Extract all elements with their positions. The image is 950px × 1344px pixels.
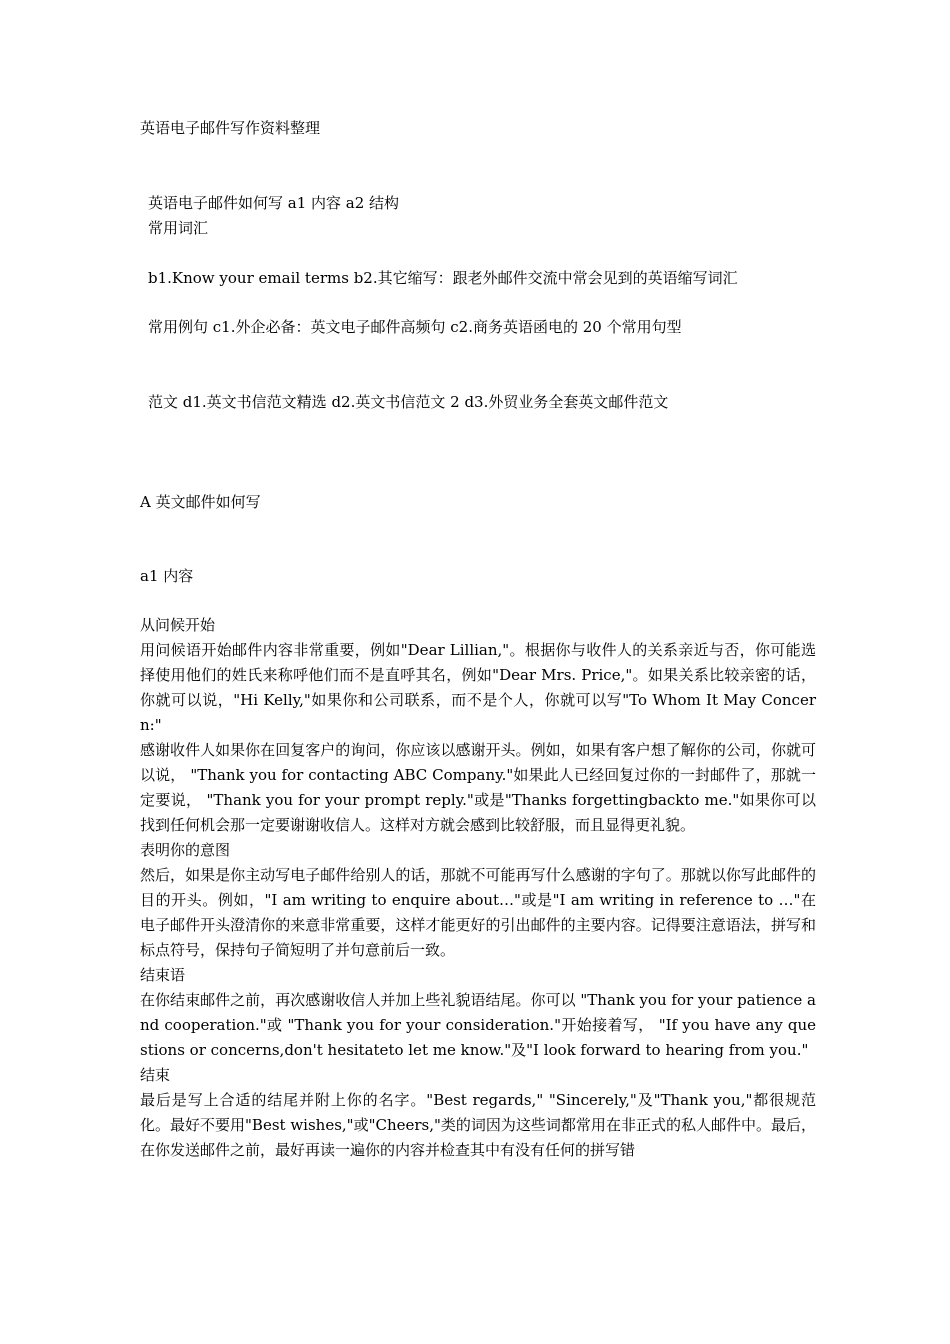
greeting-section: [140, 613, 816, 1163]
purpose-heading: 表明你的意图: [140, 841, 231, 859]
toc-line-terms: b1.Know your email terms b2.其它缩写：跟老外邮件交流中常会见到的英语缩写词汇: [148, 269, 738, 287]
closing-heading: 结束: [140, 1066, 171, 1084]
greeting-heading: 从问候开始: [140, 616, 216, 634]
document-title: 英语电子邮件写作资料整理: [140, 119, 321, 137]
thanks-paragraph: 感谢收件人如果你在回复客户的询问，你应该以感谢开头。例如，如果有客户想了解你的公司，你就可以说， "Thank you for contacting ABC Company."如果此人已经回复过你的一封邮件了，那就一定要说， "Thank you for your prompt reply."或是"Thanks forgettingbackto me."如果你可以找到任何机会那一定要谢谢收信人。这样对方就会感到比较舒服，而且显得更礼貌。: [140, 741, 816, 834]
toc-line-sentences: 常用例句 c1.外企必备：英文电子邮件高频句 c2.商务英语函电的 20 个常用句型: [148, 318, 682, 336]
section-heading-a1: a1 内容: [140, 567, 194, 585]
toc-line-email-writing: 英语电子邮件如何写 a1 内容 a2 结构: [148, 194, 400, 212]
greeting-paragraph: 用问候语开始邮件内容非常重要，例如"Dear Lillian,"。根据你与收件人的关系亲近与否，你可能选择使用他们的姓氏来称呼他们而不是直呼其名，例如"Dear Mrs. Price,"。如果关系比较亲密的话，你就可以说，"Hi Kelly,"如果你和公司联系，而不是个人，你就可以写"To Whom It May Concern:": [140, 641, 816, 734]
toc-line-vocabulary: 常用词汇: [148, 219, 209, 237]
closing-remarks-paragraph: 在你结束邮件之前，再次感谢收信人并加上些礼貌语结尾。你可以 "Thank you for your patience and cooperation."或 "Thank you for your consideration."开始接着写， "If you have any questions or concerns,don't hesitateto let me know."及"I look forward to hearing from you.": [140, 991, 816, 1059]
purpose-paragraph: 然后，如果是你主动写电子邮件给别人的话，那就不可能再写什么感谢的字句了。那就以你写此邮件的目的开头。例如，"I am writing to enquire about…"或是"I am writing in reference to …"在电子邮件开头澄清你的来意非常重要，这样才能更好的引出邮件的主要内容。记得要注意语法，拼写和标点符号，保持句子简短明了并句意前后一致。: [140, 866, 816, 959]
closing-paragraph: 最后是写上合适的结尾并附上你的名字。"Best regards," "Sincerely,"及"Thank you,"都很规范化。最好不要用"Best wishes,"或"Cheers,"类的词因为这些词都常用在非正式的私人邮件中。最后，在你发送邮件之前，最好再读一遍你的内容并检查其中有没有任何的拼写错: [140, 1091, 816, 1159]
closing-remarks-heading: 结束语: [140, 966, 186, 984]
toc-line-samples: 范文 d1.英文书信范文精选 d2.英文书信范文 2 d3.外贸业务全套英文邮件范文: [148, 393, 669, 411]
section-heading-a: A 英文邮件如何写: [140, 493, 261, 511]
